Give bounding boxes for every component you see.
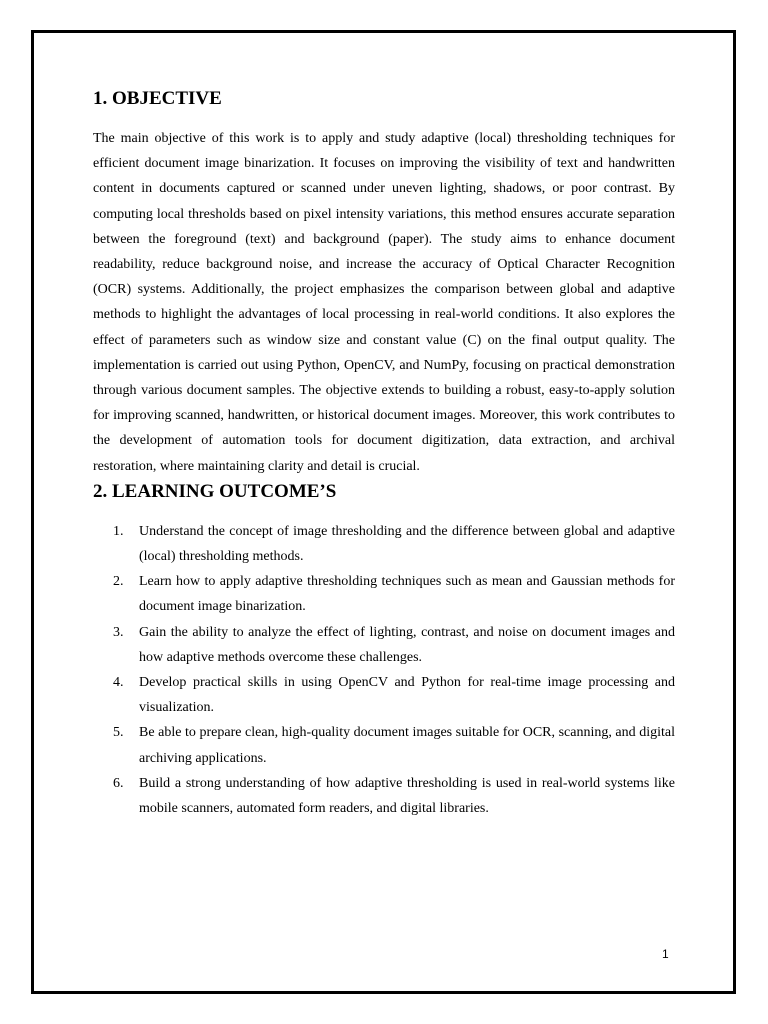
objective-paragraph: The main objective of this work is to apply and study adaptive (local) thresholding techniques for efficient document image binarization. It focuses on improving the visibility of text and handwritten content in documents captured or scanned under uneven lighting, shadows, or poor contrast. By computing local thresholds based on pixel intensity variations, this method ensures accurate separation between the foreground (text) and background (paper). The study aims to enhance document readability, reduce background noise, and increase the accuracy of Optical Character Recognition (OCR) systems. Additionally, the project emphasizes the comparison between global and adaptive methods to highlight the advantages of local processing in real-world conditions. It also explores the effect of parameters such as window size and constant value (C) on the final output quality. The implementation is carried out using Python, OpenCV, and NumPy, focusing on practical demonstration through various document samples. The objective extends to building a robust, easy-to-apply solution for improving scanned, handwritten, or historical document images. Moreover, this work contributes to the development of automation tools for document digitization, data extraction, and archival restoration, where maintaining clarity and detail is crucial. xyxy=(93,131,675,474)
list-item-number: 6. xyxy=(113,775,124,791)
learning-outcomes-list xyxy=(93,519,675,821)
list-item-number: 3. xyxy=(113,624,124,640)
learning-outcomes-heading: 2. LEARNING OUTCOME’S xyxy=(93,480,337,502)
list-item-text: Build a strong understanding of how adaptive thresholding is used in real-world systems like mobile scanners, automated form readers, and digital libraries. xyxy=(139,775,675,817)
page-number: 1 xyxy=(662,947,669,961)
list-item xyxy=(93,670,675,720)
objective-heading: 1. OBJECTIVE xyxy=(93,88,222,109)
page-content xyxy=(93,86,675,821)
list-item-number: 4. xyxy=(113,675,124,691)
list-item-number: 2. xyxy=(113,574,124,590)
list-item-number: 1. xyxy=(113,523,124,539)
list-item xyxy=(93,569,675,619)
list-item-text: Gain the ability to analyze the effect of lighting, contrast, and noise on document images and how adaptive methods overcome these challenges. xyxy=(139,624,675,665)
list-item-text: Understand the concept of image thresholding and the difference between global and adaptive (local) thresholding methods. xyxy=(139,523,675,565)
list-item xyxy=(93,771,675,821)
list-item xyxy=(93,519,675,569)
list-item-text: Be able to prepare clean, high-quality document images suitable for OCR, scanning, and digital archiving applications. xyxy=(139,725,675,766)
list-item xyxy=(93,620,675,670)
list-item xyxy=(93,720,675,770)
list-item-text: Develop practical skills in using OpenCV and Python for real-time image processing and visualization. xyxy=(139,675,675,716)
list-item-number: 5. xyxy=(113,725,124,741)
list-item-text: Learn how to apply adaptive thresholding techniques such as mean and Gaussian methods for document image binarization. xyxy=(139,574,675,615)
